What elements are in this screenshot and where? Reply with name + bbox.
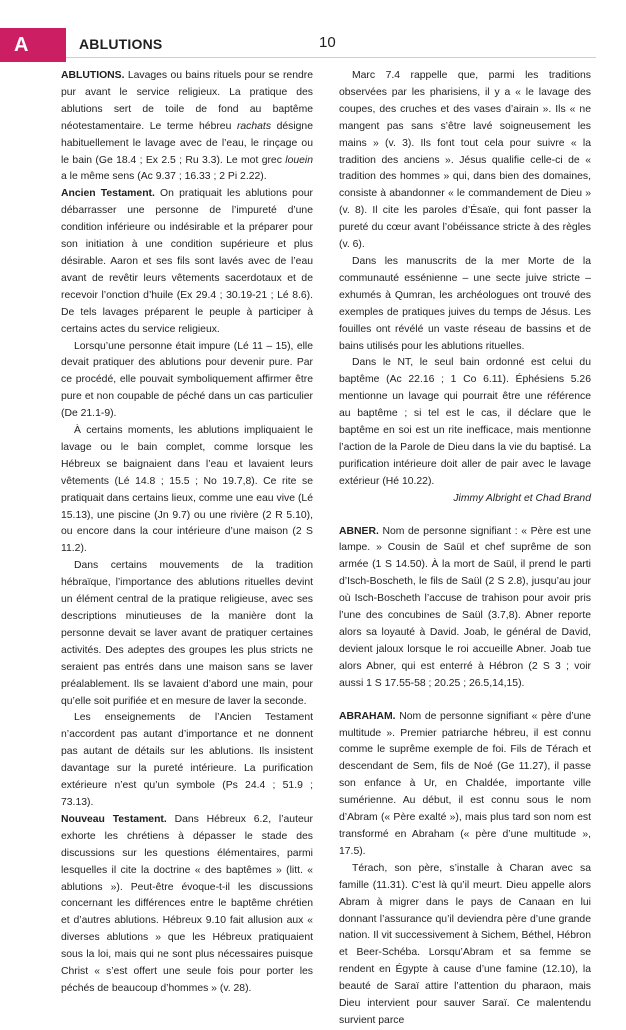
- paragraph: Les enseignements de l’Ancien Testament n’accordent pas autant d’importance et ne donnent pas autant de détails sur les ablutions. Ils insistent davantage sur la pureté intérieure. La purification extérieure n’est qu’un symbole (Ps 24.4 ; 51.9 ; 73.13).: [61, 712, 313, 808]
- paragraph-new-testament: Nouveau Testament. Dans Hébreux 6.2, l’auteur exhorte les chrétiens à dépasser le stade des discussions sur les questions élémentaires, parmi lesquelles il cite la doctrine « des baptêmes » (litt. « ablutions »). Peut-être évoque-t-il les discussions concernant les différences entre le baptême chrétien et d’autres ablutions. Hébreux 9.10 fait allusion aux « diverses ablutions » que les Hébreux pratiquaient sous la loi, mais qui ne sont plus nécessaires puisque Christ « s’est offert une seule fois pour porter les péchés de beaucoup d’hommes » (v. 28).: [61, 813, 313, 994]
- paragraph: Dans le NT, le seul bain ordonné est celui du baptême (Ac 22.16 ; 1 Co 6.11). Éphésiens 5.26 mentionne un lavage qui pourrait être une référence au baptême ; si tel est le cas, il déclare que le baptême en soi est un rite inefficace, mais mentionne l’action de la Parole de Dieu dans la vie du baptisé. La purification intérieure doit aller de pair avec le lavage extérieur (Hé 10.22).: [339, 357, 591, 487]
- entry-ablutions-intro: ABLUTIONS. Lavages ou bains rituels pour se rendre pur avant le service religieux. La pratique des ablutions sert de toile de fond au baptême néotestamentaire. Le terme hébreu rachats désigne habituellement le lavage avec de l’eau, le rinçage ou le bain (Ge 18.4 ; Ex 2.5 ; Ru 3.3). Le mot grec louein a le même sens (Ac 9.37 ; 16.33 ; 2 Pi 2.22).: [61, 70, 313, 183]
- left-column: [61, 68, 313, 998]
- entry-abner: ABNER. Nom de personne signifiant : « Père est une lampe. » Cousin de Saül et chef suprême de son armée (1 S 14.50). À la mort de Saül, il prend le parti d’Isch-Boscheth, le fils de Saül (2 S 2.8), jusqu’au jour où Isch-Boscheth l’accuse de trahison pour avoir pris l’une des concubines de Saül (3.7,8). Abner reporte alors sa loyauté à David. Joab, le général de David, devient jaloux lorsque le roi accueille Abner. Joab tue alors Abner, qui est enterré à Hébron (2 S 3 ; voir aussi 1 S 17.55-58 ; 20.25 ; 26.5,14,15).: [339, 525, 591, 689]
- author-signature: Jimmy Albright et Chad Brand: [453, 492, 591, 504]
- paragraph: Térach, son père, s’installe à Charan avec sa famille (11.31). C’est là qu’il meurt. Dieu appelle alors Abram à migrer dans le pays de Canaan en lui donnant l’assurance qu’il deviendra père d’une grande nation. Il vit successivement à Sichem, Béthel, Hébron et Beer-Schéba. Lorsqu’Abram et sa femme se rendent en Égypte à cause d’une famine (12.10), la beauté de Saraï attire l’attention du pharaon, mais Dieu intervient pour sauver Saraï. Ce malentendu survient parce: [339, 862, 591, 1026]
- paragraph: Marc 7.4 rappelle que, parmi les traditions observées par les pharisiens, il y a « le lavage des coupes, des cruches et des vases d’airain ». Ils « ne mangent pas sans s’être lavé soigneusement les mains » (v. 3). Ils font tout cela pour suivre « la tradition des anciens ». Jésus qualifie celle-ci de « tradition des hommes » qui, dans bien des domaines, consiste à abandonner « le commandement de Dieu » (v. 8). Il cite les paroles d’Ésaïe, qui font passer la pureté du cœur avant l’obéissance stricte à des règles (v. 6).: [339, 70, 591, 251]
- subsection-heading: Ancien Testament.: [61, 188, 155, 200]
- paragraph-old-testament: Ancien Testament. On pratiquait les ablutions pour débarrasser une personne de l’impureté d’une condition inférieure ou indésirable et la préparer pour son initiation à une condition supérieure et plus désirable. Aaron et ses fils sont lavés avec de l’eau avant de revêtir leurs vêtements sacerdotaux et de recevoir l’onction d’huile (Ex 29.4 ; 30.19-21 ; Lé 8.6). De tels lavages préparent le peuple à participer à certains actes du service religieux.: [61, 188, 313, 335]
- paragraph: Dans certains mouvements de la tradition hébraïque, l’importance des ablutions rituelles devint un élément central de la pratique religieuse, avec ses descriptions minutieuses de la manière dont la personne devait se laver avant de pratiquer certaines activités. Des adeptes des groupes les plus stricts ne seraient pas entrés dans une maison sans se laver préalablement. Ils se lavaient d’abord une main, pour qu’elle soit purifiée et en mesure de laver la seconde.: [61, 560, 313, 707]
- entry-term: ABRAHAM.: [339, 710, 396, 722]
- entry-term: ABNER.: [339, 525, 379, 537]
- header-divider: [66, 57, 596, 58]
- alphabet-tab: [0, 28, 66, 62]
- entry-term: ABLUTIONS.: [61, 70, 125, 81]
- paragraph: Dans les manuscrits de la mer Morte de la communauté essénienne – une secte juive stricte – exhumés à Qumran, les archéologues ont trouvé des exemples de pratiques juives du temps de Jésus. Les fouilles ont révélé un vaste réseau de bassins et de bains utilisés pour les ablutions rituelles.: [339, 255, 591, 352]
- running-head: ABLUTIONS: [79, 36, 163, 52]
- page-number: 10: [319, 34, 336, 51]
- right-column: [339, 68, 591, 1030]
- paragraph: Lorsqu’une personne était impure (Lé 11 – 15), elle devait pratiquer des ablutions pour devenir pure. Par ce procédé, elle pouvait symboliquement affirmer être pure et non coupable de péché dans un cas particulier (De 21.1-9).: [61, 340, 313, 420]
- subsection-heading: Nouveau Testament.: [61, 813, 167, 825]
- entry-abraham: ABRAHAM. Nom de personne signifiant « père d’une multitude ». Premier patriarche hébreu, il est connu comme le suprême exemple de foi. Fils de Térach et descendant de Sem, fils de Noé (Ge 11.27), il passe son enfance à Ur, en Chaldée, importante ville sumérienne. Au début, il est connu sous le nom d’Abram (« Père exalté »), mais plus tard son nom est transformé en Abraham (« père d’une multitude », 17.5).: [339, 710, 591, 857]
- tab-letter: A: [14, 34, 29, 56]
- paragraph: À certains moments, les ablutions impliquaient le lavage ou le bain complet, comme lorsque les Hébreux se baignaient dans l’eau et lavaient leurs vêtements (Lé 14.8 ; 15.5 ; No 19.7,8). Ce rite se pratiquait dans certains lieux, comme une eau vive (Lé 15.13), une piscine (Jn 9.7) ou une rivière (2 R 5.10), ou encore dans la cour intérieure d’une maison (2 S 11.2).: [61, 425, 313, 555]
